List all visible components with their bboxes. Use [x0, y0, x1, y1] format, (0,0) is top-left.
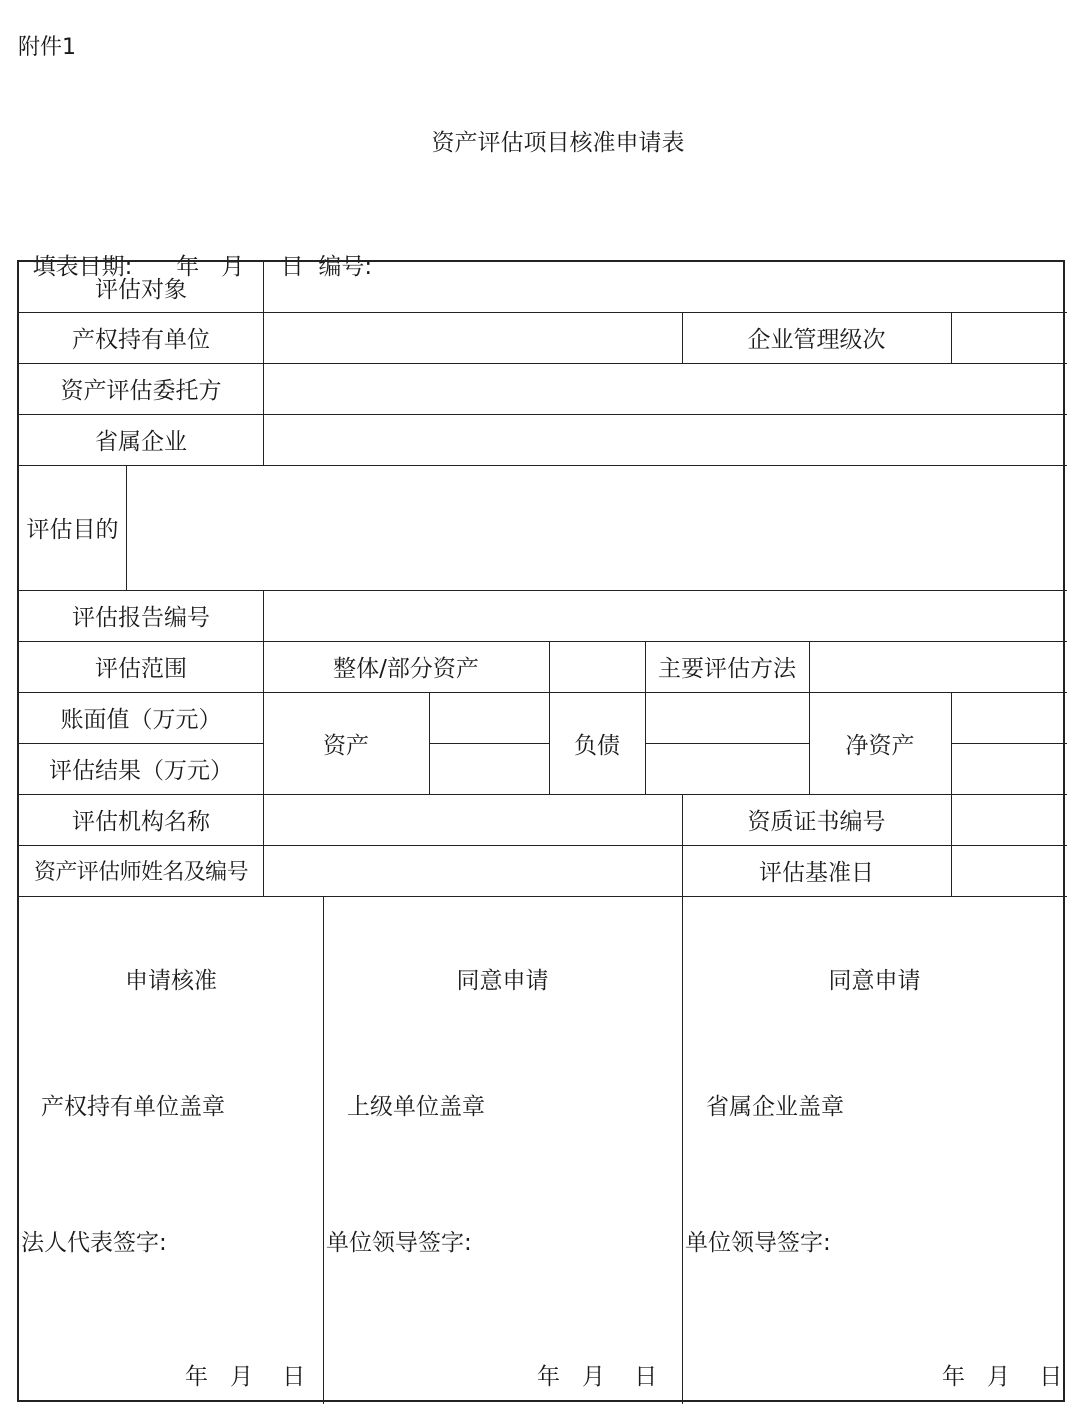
- fill-date-day: 日: [280, 254, 304, 280]
- assets-label: 资产: [323, 732, 369, 759]
- agency-name-input[interactable]: [264, 794, 682, 845]
- eval-net-assets-input[interactable]: [952, 743, 1067, 794]
- mgmt-level-input[interactable]: [952, 312, 1067, 363]
- net-assets-label: 净资产: [845, 732, 915, 759]
- property-holder-label: 产权持有单位: [72, 327, 210, 353]
- book-net-assets-input[interactable]: [952, 692, 1067, 743]
- liabilities-label: 负债: [574, 732, 620, 759]
- mgmt-level-label: 企业管理级次: [747, 327, 886, 353]
- property-holder-input[interactable]: [264, 312, 682, 363]
- signature-date: 年 月 日: [185, 1364, 306, 1390]
- report-number-input[interactable]: [264, 590, 1067, 641]
- main-method-input[interactable]: [810, 641, 1067, 692]
- provincial-enterprise-label: 省属企业: [95, 429, 187, 455]
- cert-number-input[interactable]: [952, 794, 1067, 845]
- number-label: 编号:: [318, 254, 373, 280]
- eval-object-label: 评估对象: [95, 276, 187, 303]
- eval-result-label: 评估结果（万元）: [49, 758, 233, 784]
- eval-object-input[interactable]: [264, 262, 1067, 312]
- appraiser-label: 资产评估师姓名及编号: [33, 860, 248, 885]
- signature-heading: 申请核准: [125, 968, 217, 994]
- signer-label: 单位领导签字:: [685, 1230, 831, 1256]
- eval-scope-label: 评估范围: [95, 656, 187, 682]
- scope-type-input[interactable]: [550, 641, 645, 692]
- agency-name-label: 评估机构名称: [72, 809, 210, 835]
- signature-date: 年 月 日: [537, 1364, 658, 1390]
- signer-label: 单位领导签字:: [326, 1230, 472, 1256]
- fill-date-year: 年: [176, 254, 200, 280]
- cert-number-label: 资质证书编号: [747, 809, 886, 835]
- signature-heading: 同意申请: [828, 968, 921, 994]
- attachment-label: 附件1: [18, 35, 76, 60]
- book-liabilities-input[interactable]: [646, 692, 809, 743]
- main-method-label: 主要评估方法: [658, 656, 796, 682]
- eval-purpose-input[interactable]: [127, 465, 1067, 590]
- signature-date: 年 月 日: [942, 1364, 1063, 1390]
- eval-assets-input[interactable]: [430, 743, 549, 794]
- seal-label: 产权持有单位盖章: [41, 1094, 225, 1120]
- eval-liabilities-input[interactable]: [646, 743, 809, 794]
- fill-date-label: 填表日期:: [32, 254, 133, 280]
- book-assets-input[interactable]: [430, 692, 549, 743]
- entrusting-party-input[interactable]: [264, 363, 1067, 414]
- entrusting-party-label: 资产评估委托方: [60, 378, 222, 404]
- signer-label: 法人代表签字:: [21, 1230, 167, 1256]
- book-value-label: 账面值（万元）: [60, 707, 222, 733]
- fill-date-month: 月: [221, 254, 245, 280]
- provincial-enterprise-input[interactable]: [264, 414, 1067, 465]
- base-date-input[interactable]: [952, 845, 1067, 896]
- eval-purpose-label: 评估目的: [26, 517, 119, 543]
- seal-label: 省属企业盖章: [706, 1094, 844, 1120]
- signature-heading: 同意申请: [456, 968, 549, 994]
- application-form-table: [17, 260, 1065, 1402]
- seal-label: 上级单位盖章: [347, 1094, 485, 1120]
- scope-type-label: 整体/部分资产: [333, 656, 479, 682]
- appraiser-input[interactable]: [264, 845, 682, 896]
- report-number-label: 评估报告编号: [72, 605, 210, 631]
- base-date-label: 评估基准日: [759, 860, 874, 886]
- form-title: 资产评估项目核准申请表: [431, 130, 685, 156]
